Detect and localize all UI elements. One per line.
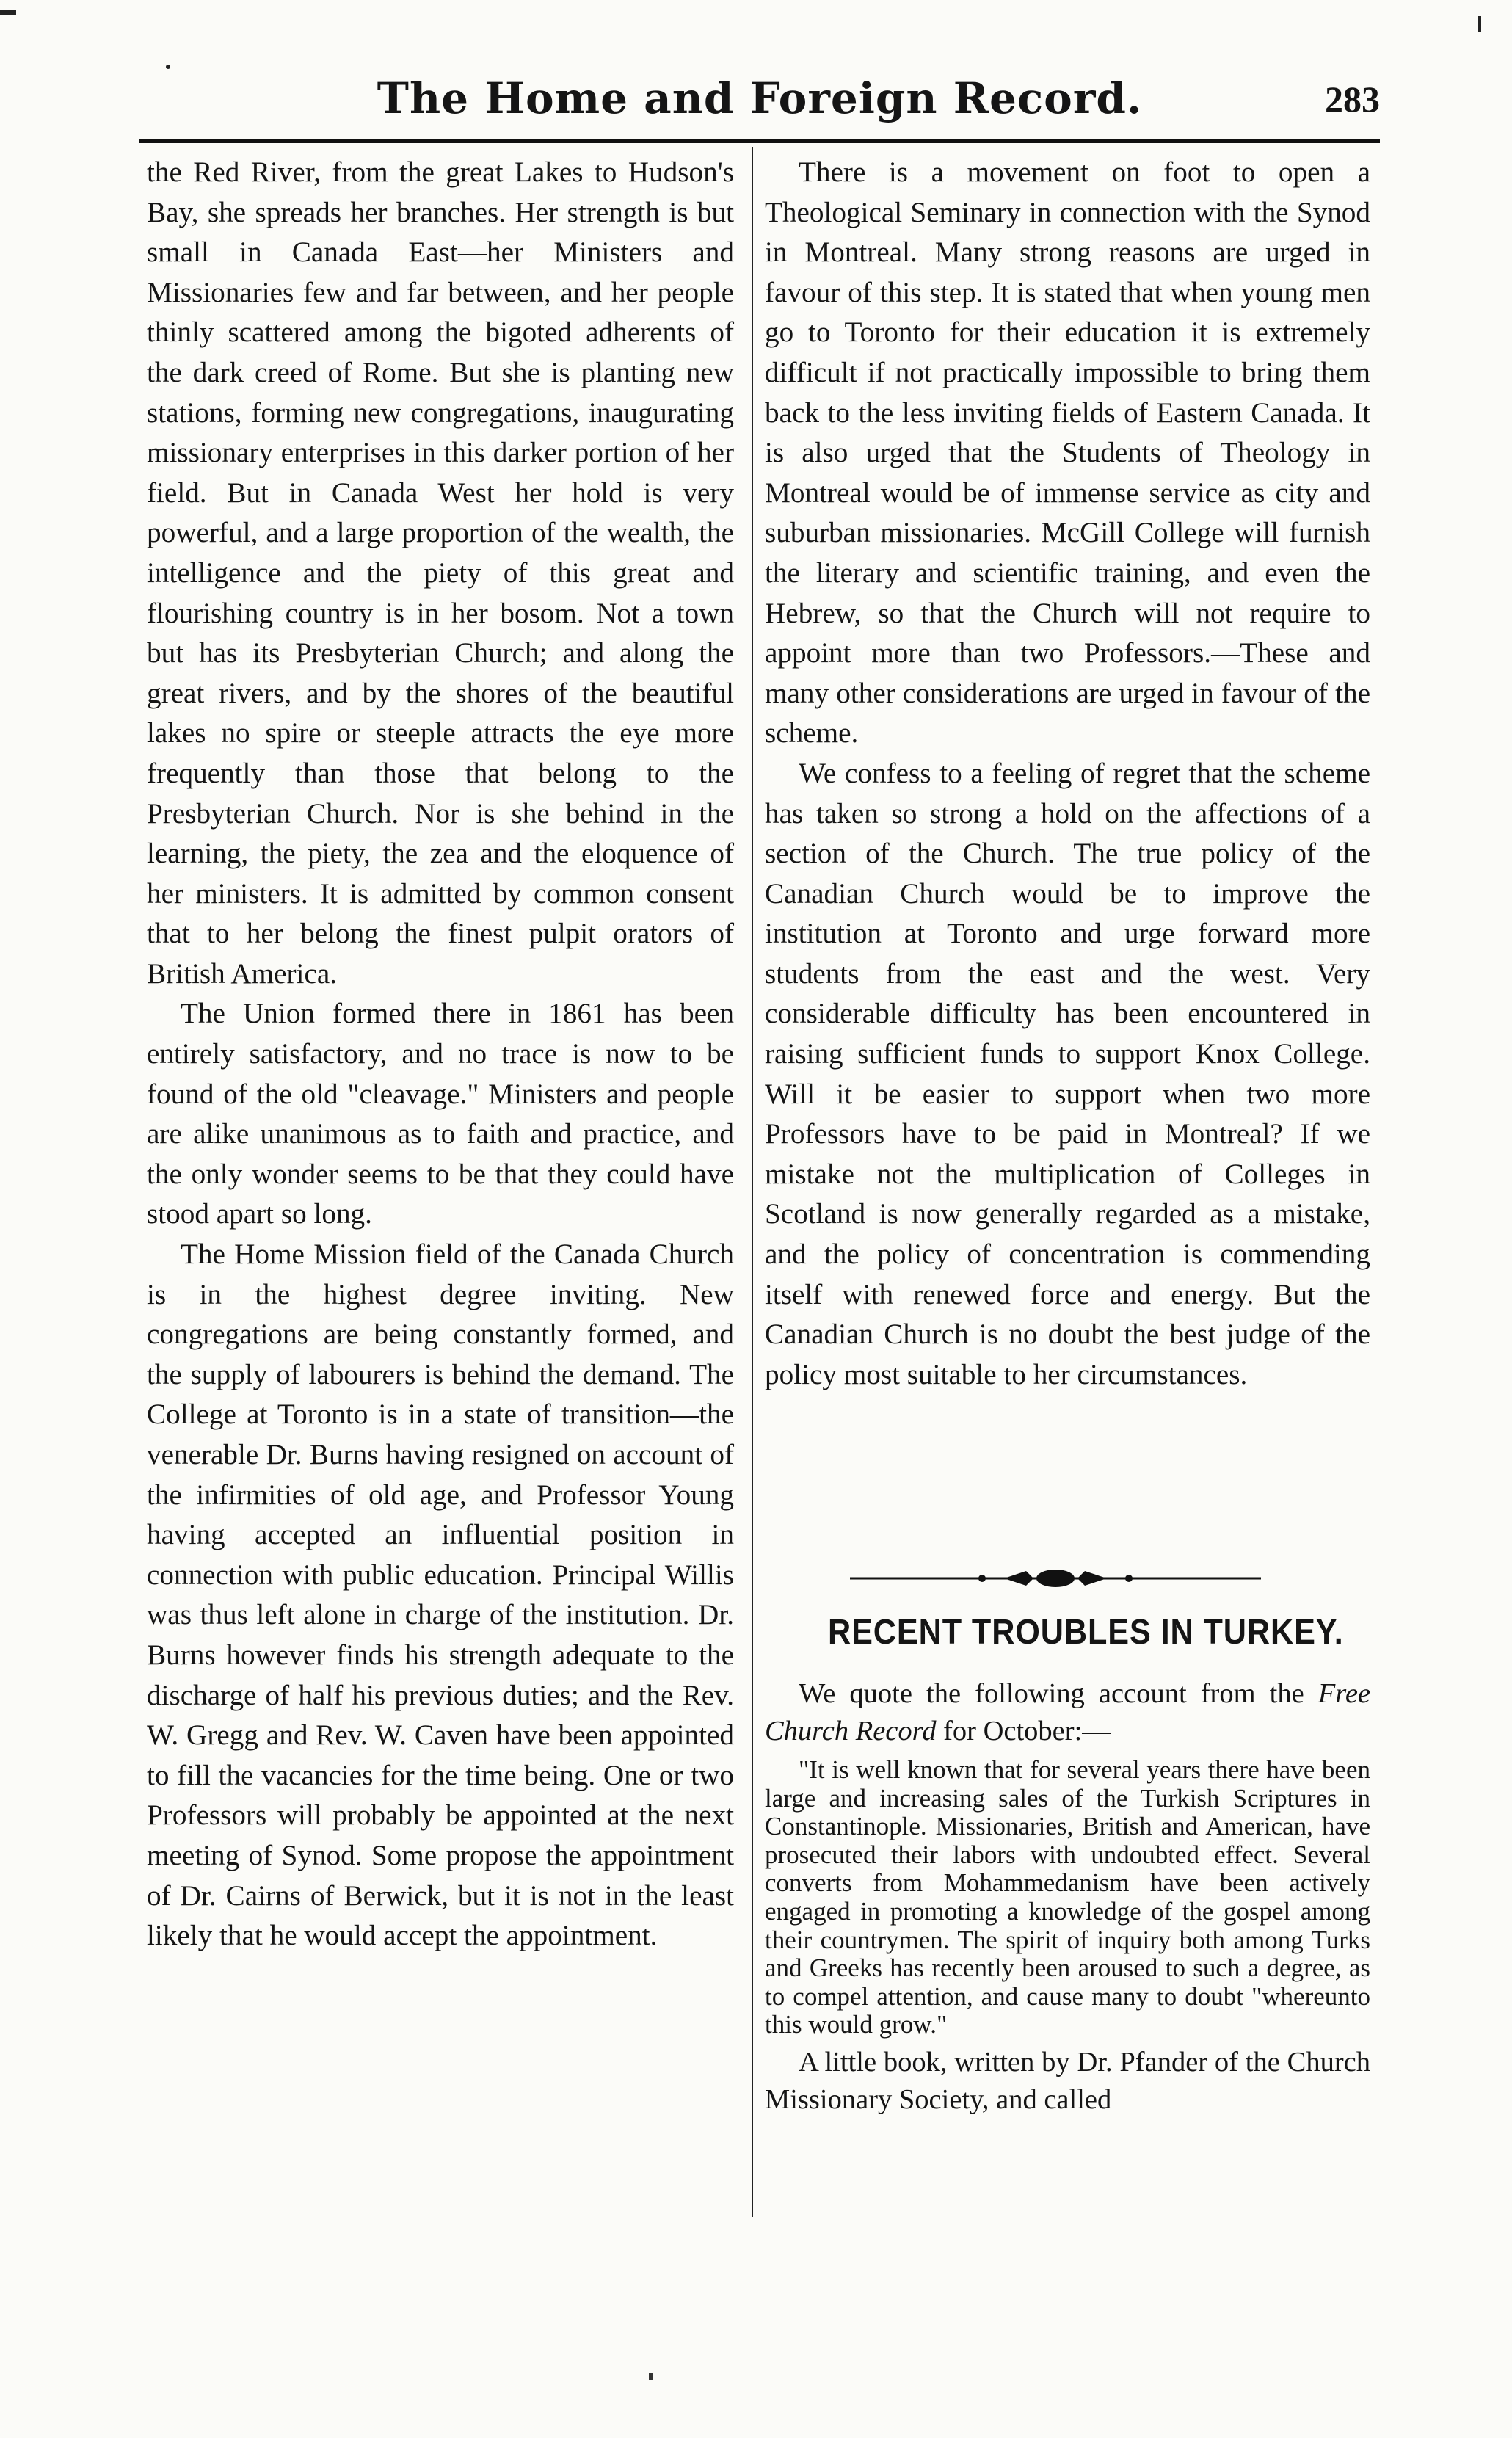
ink-speck [649,2373,653,2380]
intro-text: We quote the following account from the [799,1678,1304,1709]
paragraph: A little book, written by Dr. Pfander of the Church Missionary Society, and called [765,2046,1370,2115]
publication-title: The Home and Foreign Record. [377,73,1143,123]
paragraph: We confess to a feeling of regret that the scheme has taken so strong a hold on the affections of a section of the Church. The true policy of the Canadian Church would be to improve the institution at Toronto and urge forward more students from the east and the west. Very considerable difficulty has been encountered in raising sufficient funds to support Knox College. Will it be easier to support when two more Professors have to be paid in Montreal? If we mistake not the multiplication of Colleges in Scotland is now generally regarded as a mistake, and the policy of concentration is commending itself with renewed force and energy. But the Canadian Church is no doubt the best judge of the policy most suitable to her circumstances. [765,757,1370,1390]
publication-name: Free Church Record [765,1678,1370,1746]
edge-mark [0,10,16,15]
paragraph: the Red River, from the great Lakes to Hudson's Bay, she spreads her branches. Her strength is but small in Canada East—her Ministers and Missionaries few and far between, and her people thinly scattered among the bigoted adherents of the dark creed of Rome. But she is planting new stations, forming new congregations, inaugurating missionary enterprises in this darker portion of her field. But in Canada West her hold is very powerful, and a large proportion of the wealth, the intelligence and the piety of this great and flourishing country is in her bosom. Not a town but has its Presbyterian Church; and along the great rivers, and by the shores of the beautiful lakes no spire or steeple attracts the eye more frequently than those that belong to the Presbyterian Church. Nor is she behind in the learning, the piety, the zea and the eloquence of her ministers. It is admitted by common consent that to her belong the finest pulpit orators of British America. [147,156,734,990]
intro-paragraph [765,1675,1370,1750]
right-column [765,153,1370,1395]
page-number: 283 [1325,79,1380,120]
paragraph: The Home Mission field of the Canada Church is in the highest degree inviting. New congregations are being constantly formed, and the supply of labourers is behind the demand. The College at Toronto is in a state of transition—the venerable Dr. Burns having resigned on account of the infirmities of old age, and Professor Young having accepted an influential position in connection with public education. Principal Willis was thus left alone in charge of the institution. Dr. Burns however finds his strength adequate to the discharge of half his previous duties; and the Rev. W. Gregg and Rev. W. Caven have been appointed to fill the vacancies for the time being. One or two Professors will probably be appointed at the next meeting of Synod. Some propose the appointment of Dr. Cairns of Berwick, but it is not in the least likely that he would accept the appointment. [147,1238,734,1952]
right-column-continued [765,1675,1370,2119]
block-quote: "It is well known that for several years there have been large and increasing sales of the Turkish Scriptures in Constantinople. Missionaries, British and American, have prosecuted their labors with undoubted effect. Several converts from Mohammedanism have been actively engaged in promoting a knowledge of the gospel among their countrymen. The spirit of inquiry both among Turks and Greeks has recently been aroused to such a degree, as to compel attention, and cause many to doubt "whereunto this would grow." [765,1755,1370,2039]
header-rule [139,139,1380,143]
paragraph: There is a movement on foot to open a Theological Seminary in connection with the Synod in Montreal. Many strong reasons are urged in favour of this step. It is stated that when young men go to Toronto for their education it is extremely difficult if not practically impossible to bring them back to the less inviting fields of Eastern Canada. It is also urged that the Students of Theology in Montreal would be of immense service as city and suburban missionaries. McGill College will furnish the literary and scientific training, and even the Hebrew, so that the Church will not require to appoint more than two Professors.—These and many other considerations are urged in favour of the scheme. [765,156,1370,750]
intro-text-end: for October:— [943,1716,1111,1746]
edge-mark [1478,16,1481,32]
column-divider [752,147,753,2217]
running-header [139,59,1380,139]
section-heading: RECENT TROUBLES IN TURKEY. [828,1613,1344,1652]
left-column [147,153,734,1956]
paragraph: The Union formed there in 1861 has been entirely satisfactory, and no trace is now to be found of the old "cleavage." Ministers and people are alike unanimous as to faith and practice, and the only wonder seems to be that they could have stood apart so long. [147,998,734,1230]
section-ornament [850,1564,1261,1593]
